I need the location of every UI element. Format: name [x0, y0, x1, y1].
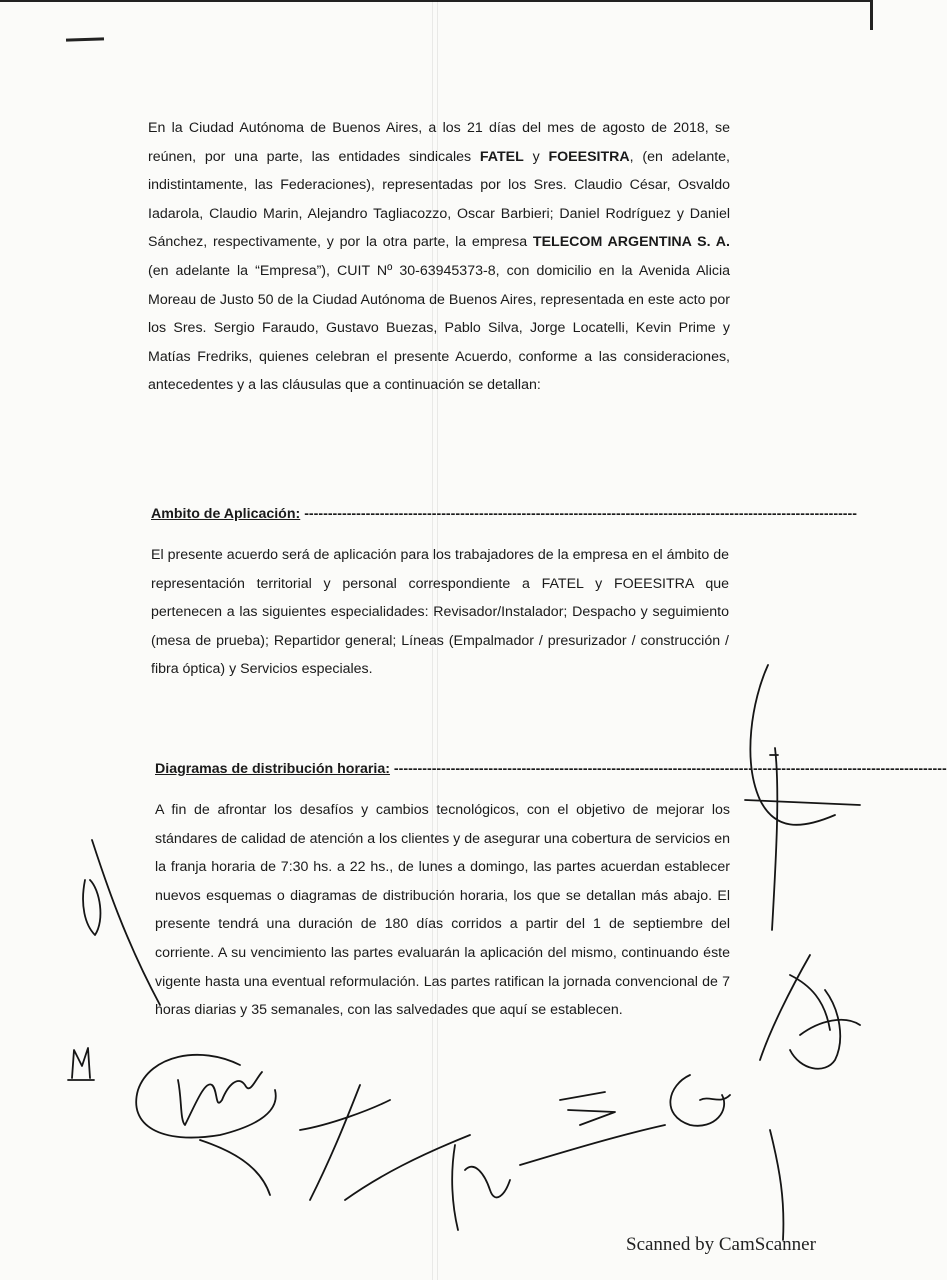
heading-dash-rule: ---------------------------------------------------------------------------------------------------------------------	[300, 506, 857, 522]
camscanner-watermark: Scanned by CamScanner	[626, 1234, 816, 1255]
entity-foeesitra: FOEESITRA	[548, 148, 630, 165]
heading-label: Diagramas de distribución horaria:	[155, 761, 390, 777]
signature-right-margin	[745, 665, 860, 930]
entity-fatel: FATEL	[479, 148, 524, 165]
company-name: TELECOM ARGENTINA S. A.	[532, 234, 730, 251]
signature-left-margin	[83, 840, 160, 1005]
signature-bottom-right	[520, 1075, 783, 1240]
intro-text-3: , (en adelante, indistintamente, las Federaciones), representadas por los Sres. Claudio César, Osvaldo Iadarola, Claudio Marin, Alejandro Tagliacozzo, Oscar Barbieri; Daniel Rodríguez y Daniel Sánchez, respectivamente, y por la otra parte, la empresa	[148, 148, 730, 251]
heading-label: Ambito de Aplicación:	[151, 506, 301, 522]
section-body-diagramas: A fin de afrontar los desafíos y cambios tecnológicos, con el objetivo de mejorar los stándares de calidad de atención a los clientes y de asegurar una cobertura de servicios en la franja horaria de 7:30 hs. a 22 hs., de lunes a domingo, las partes acuerdan establecer nuevos esquemas o diagramas de distribución horaria, los que se detallan más abajo. El presente tendrá una duración de 180 días corridos a partir del 1 de septiembre del corriente. A su vencimiento las partes evaluarán la aplicación del mismo, continuando éste vigente hasta una eventual reformulación. Las partes ratifican la jornada convencional de 7 horas diarias y 35 semanales, con las salvedades que aquí se establecen.	[155, 802, 730, 1019]
section-heading-diagramas	[155, 761, 947, 783]
margin-dash-mark	[66, 37, 104, 41]
initial-m	[68, 1048, 94, 1080]
heading-dash-rule: ---------------------------------------------------------------------------------------------------------------------	[389, 761, 947, 777]
signature-far-right	[760, 955, 860, 1069]
scan-right-edge	[870, 0, 873, 30]
signature-bottom-center	[300, 1085, 510, 1230]
intro-text-4: (en adelante la “Empresa”), CUIT Nº 30-63945373-8, con domicilio en la Avenida Alicia Moreau de Justo 50 de la Ciudad Autónoma de Buenos Aires, representada en este acto por los Sres. Sergio Faraudo, Gustavo Buezas, Pablo Silva, Jorge Locatelli, Kevin Prime y Matías Fredriks, quienes celebran el presente Acuerdo, conforme a las consideraciones, antecedentes y a las cláusulas que a continuación se detallan:	[148, 262, 730, 394]
signature-bottom-left	[136, 1055, 276, 1195]
intro-text-2: y	[523, 148, 549, 165]
section-body-ambito: El presente acuerdo será de aplicación para los trabajadores de la empresa en el ámbito de representación territorial y personal correspondiente a FATEL y FOEESITRA que pertenecen a las siguientes especialidades: Revisador/Instalador; Despacho y seguimiento (mesa de prueba); Repartidor general; Líneas (Empalmador / presurizador / construcción / fibra óptica) y Servicios especiales.	[151, 547, 729, 678]
intro-text-1: En la Ciudad Autónoma de Buenos Aires, a los 21 días del mes de agosto de 2018, se reúnen, por una parte, las entidades sindicales	[148, 120, 730, 165]
section-heading-ambito	[151, 506, 857, 528]
intro-paragraph	[148, 114, 730, 400]
